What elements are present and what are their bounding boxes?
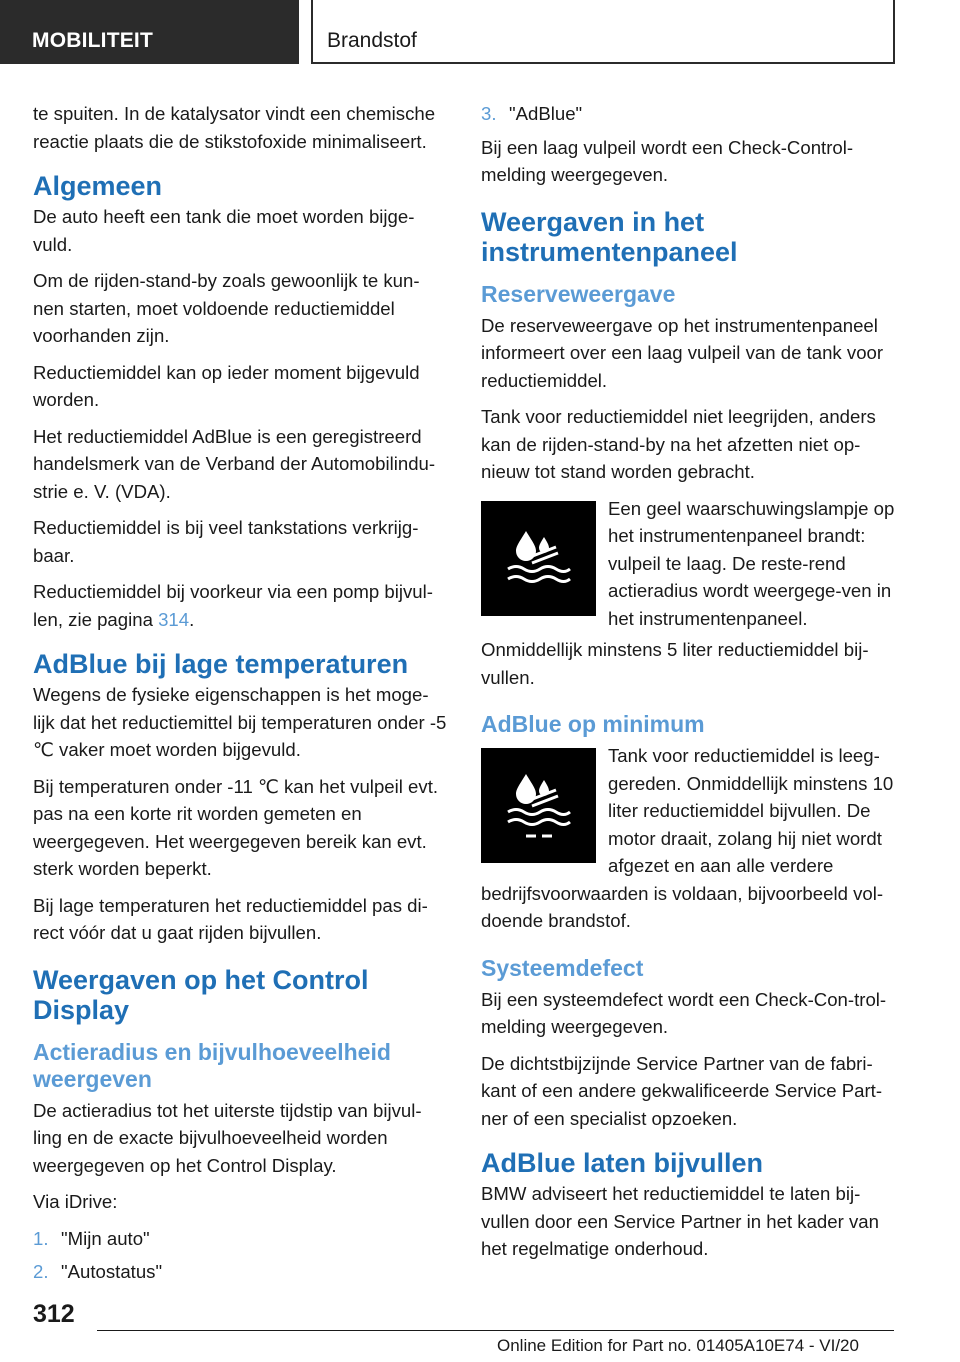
subheading-reserve: Reserveweergave <box>481 280 676 307</box>
page-link-314[interactable]: 314 <box>158 608 190 630</box>
step-label: "Mijn auto" <box>61 1227 150 1249</box>
paragraph: Reductiemiddel is bij veel tankstations verkrijg‐baar. <box>33 517 419 566</box>
idrive-steps-continued <box>481 100 897 128</box>
paragraph-text: Reductiemiddel bij voorkeur via een pomp bijvul‐len, zie pagina <box>33 581 433 630</box>
paragraph: Via iDrive: <box>33 1191 118 1212</box>
paragraph: Bij lage temperaturen het reductiemiddel pas di‐rect vóór dat u gaat rijden bijvullen. <box>33 894 428 943</box>
step-number: 3. <box>481 103 497 124</box>
paragraph: BMW adviseert het reductiemiddel te laten bij‐vullen door een Service Partner in het kader van het regelmatige onderhoud. <box>481 1183 879 1259</box>
paragraph: Om de rijden-stand-by zoals gewoonlijk te kun‐nen starten, moet voldoende reductiemiddel voorhanden zijn. <box>33 270 420 346</box>
figure-text: Een geel waarschuwingslampje op het instrumentenpaneel brandt: vulpeil te laag. De reste‐rend actieradius wordt weergege‐ven in het instrumentenpaneel. <box>608 497 895 629</box>
subheading-system-defect: Systeemdefect <box>481 954 644 981</box>
reserve-figure <box>481 495 897 633</box>
paragraph: Bij temperaturen onder -11 ℃ kan het vulpeil evt. pas na een korte rit worden gemeten en weergegeven. Het weergegeven bereik kan evt. sterk worden beperkt. <box>33 775 439 879</box>
minimum-figure <box>481 742 897 935</box>
list-item <box>481 100 897 128</box>
paragraph: De actieradius tot het uiterste tijdstip van bijvul‐ling en de exacte bijvulhoeveelheid worden weergegeven op het Control Display. <box>33 1099 422 1176</box>
step-number: 1. <box>33 1227 49 1249</box>
paragraph: Onmiddellijk minstens 5 liter reductiemiddel bij‐vullen. <box>481 639 869 688</box>
heading-low-temperatures: AdBlue bij lage temperaturen <box>33 649 409 679</box>
figure-text: Tank voor reductiemiddel is leeg‐gereden. Onmiddellijk minstens 10 liter reductiemiddel bijvullen. De motor draait, zolang hij niet wordt afgezet en aan alle verdere bedrijfsvoorwaarden is voldaan, bijvoorbeeld vol‐doende brandstof. <box>481 745 894 931</box>
heading-instrument-panel: Weergaven in het instrumentenpaneel <box>481 206 738 267</box>
list-item <box>33 1225 449 1253</box>
heading-control-display: Weergaven op het Control Display <box>33 964 369 1025</box>
step-label: "AdBlue" <box>509 103 583 124</box>
subheading-range-refill: Actieradius en bijvulhoeveelheid weergeven <box>33 1038 391 1092</box>
list-item <box>33 1258 449 1286</box>
paragraph: Bij een laag vulpeil wordt een Check-Control-melding weergegeven. <box>481 136 854 185</box>
footer-divider <box>97 1330 894 1331</box>
adblue-reserve-icon <box>481 501 596 616</box>
heading-refill: AdBlue laten bijvullen <box>481 1148 764 1178</box>
chapter-tab: Brandstof <box>311 0 895 64</box>
page-header <box>0 0 960 66</box>
page-number: 312 <box>33 1300 75 1328</box>
intro-paragraph: te spuiten. In de katalysator vindt een chemische reactie plaats die de stikstofoxide minimaliseert. <box>33 103 436 152</box>
section-tab: MOBILITEIT <box>0 0 299 64</box>
heading-algemeen: Algemeen <box>33 171 163 201</box>
paragraph-text: . <box>189 608 195 630</box>
paragraph: Tank voor reductiemiddel niet leegrijden, anders kan de rijden-stand-by na het afzetten niet op‐nieuw tot stand worden gebracht. <box>481 406 876 482</box>
paragraph: De reserveweergave op het instrumentenpaneel informeert over een laag vulpeil van de tank voor reductiemiddel. <box>481 314 884 391</box>
subheading-minimum: AdBlue op minimum <box>481 711 705 737</box>
paragraph: Wegens de fysieke eigenschappen is het moge‐lijk dat het reductiemittel bij temperaturen onder -5 ℃ vaker moet worden bijgevuld. <box>33 684 447 760</box>
edition-text: Online Edition for Part no. 01405A10E74 - VI/20 <box>497 1336 859 1355</box>
paragraph: De dichtstbijzijnde Service Partner van de fabri‐kant of een andere gekwalificeerde Service Part‐ner of een specialist opzoeken. <box>481 1052 883 1129</box>
adblue-minimum-icon <box>481 748 596 863</box>
paragraph: Reductiemiddel kan op ieder moment bijgevuld worden. <box>33 361 420 410</box>
left-column <box>33 100 449 1295</box>
step-label: "Autostatus" <box>61 1261 163 1282</box>
paragraph: Het reductiemiddel AdBlue is een geregistreerd handelsmerk van de Verband der Automobilindu‐strie e. V. (VDA). <box>33 425 436 502</box>
paragraph: De auto heeft een tank die moet worden bijge‐vuld. <box>33 206 415 255</box>
paragraph: Bij een systeemdefect wordt een Check-Con‐trol-melding weergegeven. <box>481 988 887 1037</box>
right-column <box>481 100 897 1272</box>
step-number: 2. <box>33 1261 49 1282</box>
paragraph <box>33 578 449 633</box>
idrive-steps <box>33 1225 449 1286</box>
